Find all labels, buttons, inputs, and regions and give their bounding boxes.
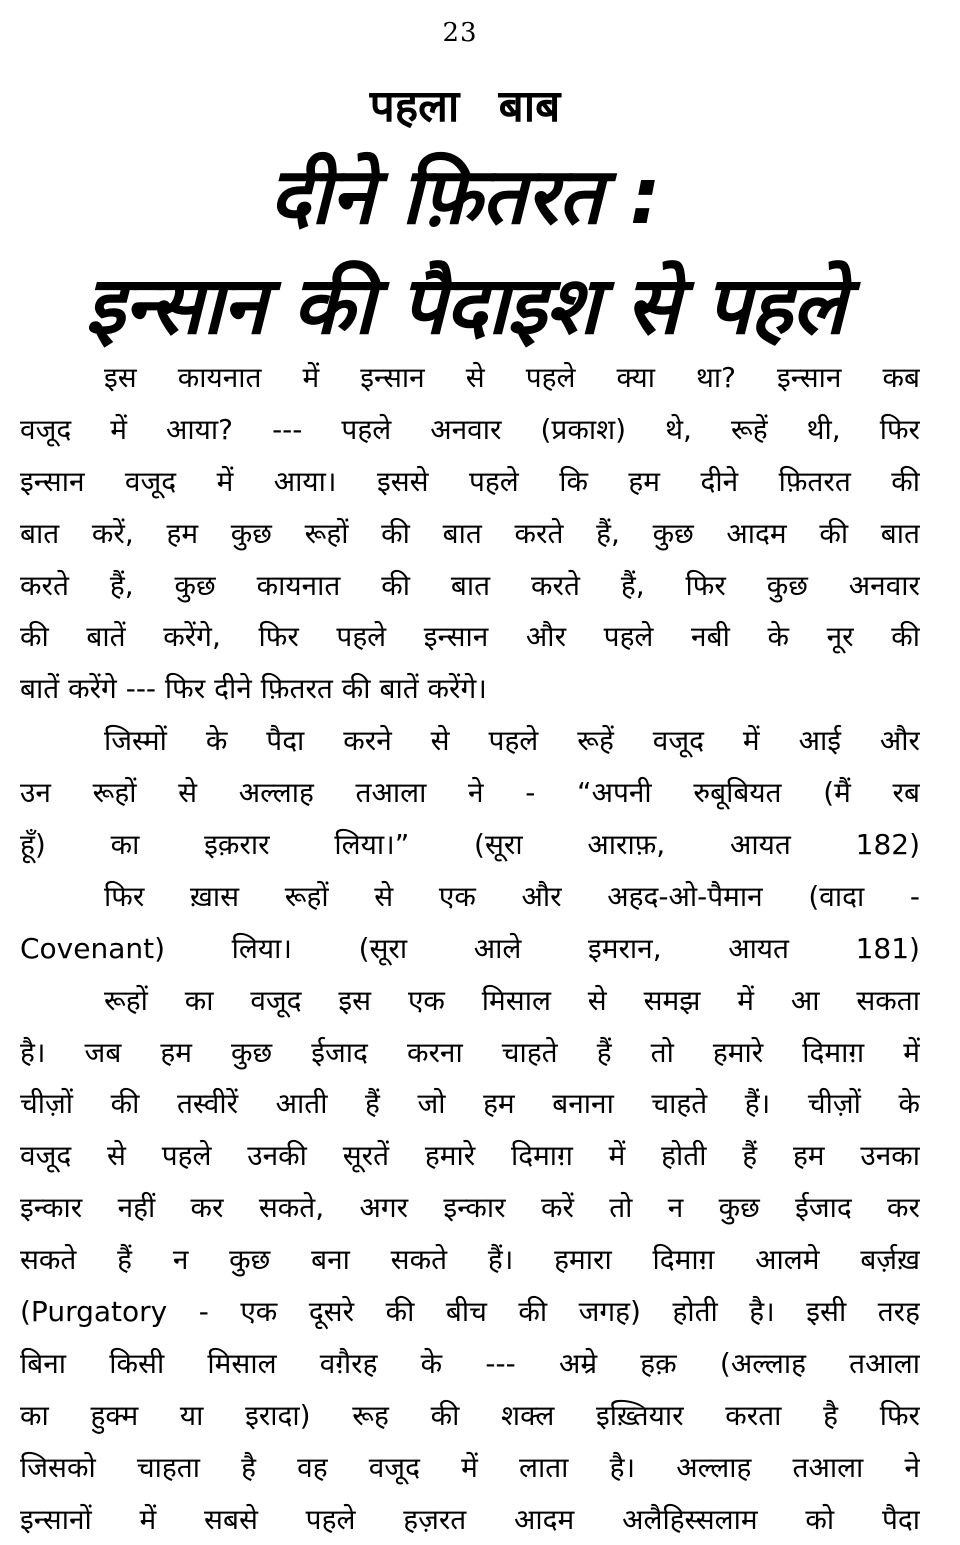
body-line: रूहों का वजूद इस एक मिसाल से समझ में आ सकता	[104, 983, 920, 1017]
body-line: उन रूहों से अल्लाह तआला ने - “अपनी रुबूबियत (मैं रब	[20, 776, 920, 810]
body-line: जिस्मों के पैदा करने से पहले रूहें वजूद में आई और	[104, 724, 920, 758]
body-line: फिर ख़ास रूहों से एक और अहद-ओ-पैमान (वादा -	[104, 879, 920, 913]
body-line: है। जब हम कुछ ईजाद करना चाहते हैं तो हमारे दिमाग़ में	[20, 1035, 920, 1069]
page-number: 23	[442, 18, 478, 48]
body-line: बात करें, हम कुछ रूहों की बात करते हैं, कुछ आदम की बात	[20, 516, 920, 550]
body-line: वजूद में आया? --- पहले अनवार (प्रकाश) थे, रूहें थी, फिर	[20, 412, 920, 446]
body-line: वजूद से पहले उनकी सूरतें हमारे दिमाग़ में होती हैं हम उनका	[20, 1139, 920, 1173]
chapter-label: पहला बाब	[369, 81, 561, 132]
body-line: बिना किसी मिसाल वग़ैरह के --- अम्रे हक़ (अल्लाह तआला	[20, 1346, 920, 1380]
body-line: इन्कार नहीं कर सकते, अगर इन्कार करें तो न कुछ ईजाद कर	[20, 1191, 920, 1225]
body-line: करते हैं, कुछ कायनात की बात करते हैं, फिर कुछ अनवार	[20, 568, 920, 602]
body-line: इन्सान वजूद में आया। इससे पहले कि हम दीने फ़ितरत की	[20, 464, 920, 498]
body-line: की बातें करेंगे, फिर पहले इन्सान और पहले नबी के नूर की	[20, 620, 920, 654]
body-line: सकते हैं न कुछ बना सकते हैं। हमारा दिमाग़ आलमे बर्ज़ख़	[20, 1243, 920, 1277]
body-line: इस कायनात में इन्सान से पहले क्या था? इन्सान कब	[104, 361, 920, 394]
body-line: बातें करेंगे --- फिर दीने फ़ितरत की बातें करेंगे।	[20, 672, 487, 706]
chapter-title-line-1: दीने फ़ितरत :	[269, 152, 661, 242]
body-line: इन्सानों में सबसे पहले हज़रत आदम अलैहिस्सलाम को पैदा	[20, 1502, 920, 1536]
body-text	[20, 352, 920, 1545]
body-line: चीज़ों की तस्वीरें आती हैं जो हम बनाना चाहते हैं। चीज़ों के	[20, 1087, 920, 1121]
body-line: का हुक्म या इरादा) रूह की शक्ल इख़्तियार करता है फिर	[20, 1398, 920, 1432]
body-line: हूँ) का इक़रार लिया।” (सूरा आराफ़, आयत 182)	[20, 828, 920, 862]
body-line: (Purgatory - एक दूसरे की बीच की जगह) होती है। इसी तरह	[20, 1295, 920, 1329]
chapter-title-line-2: इन्सान की पैदाइश से पहले	[85, 259, 845, 352]
body-line: जिसको चाहता है वह वजूद में लाता है। अल्लाह तआला ने	[20, 1450, 920, 1484]
body-line: Covenant) लिया। (सूरा आले इमरान, आयत 181)	[20, 931, 920, 965]
